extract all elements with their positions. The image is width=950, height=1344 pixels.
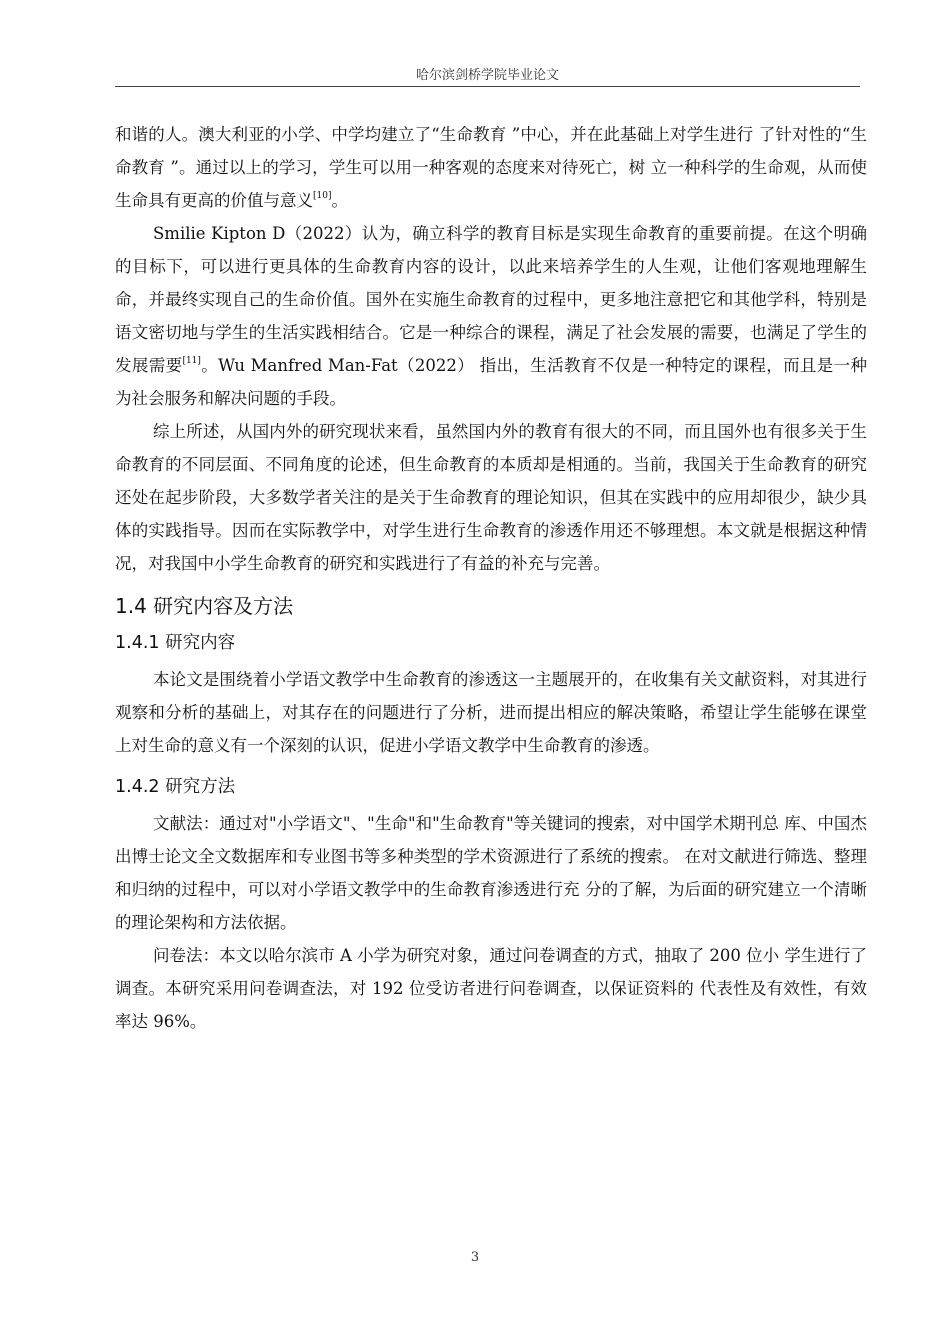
paragraph-1-end: 。 — [331, 191, 348, 210]
page-header: 哈尔滨剑桥学院毕业论文 — [415, 68, 559, 83]
paragraph-2 — [115, 217, 867, 415]
paragraph-4: 本论文是围绕着小学语文教学中生命教育的渗透这一主题展开的，在收集有关文献资料，对其进行观察和分析的基础上，对其存在的问题进行了分析，进而提出相应的解决策略，希望让学生能够在课堂上对生命的意义有一个深刻的认识，促进小学语文教学中生命教育的渗透。 — [115, 670, 867, 755]
paragraph-2-text: Smilie Kipton D（2022）认为，确立科学的教育目标是实现生命教育的重要前提。在这个明确的目标下，可以进行更具体的生命教育内容的设计，以此来培养学生的人生观，让他们客观地理解生命，并最终实现自己的生命价值。国外在实施生命教育的过程中，更多地注意把它和其他学科，特别是语文密切地与学生的生活实践相结合。它是一种综合的课程，满足了社会发展的需要，也满足了学生的发展需要 — [115, 224, 867, 375]
section-heading-1-4: 1.4 研究内容及方法 — [115, 594, 294, 618]
paragraph-2-end: 。Wu Manfred Man-Fat（2022） 指出，生活教育不仅是一种特定的课程，而且是一种为社会服务和解决问题的手段。 — [115, 356, 868, 408]
citation-11: [11] — [182, 356, 201, 366]
page-number: 3 — [470, 1250, 480, 1265]
paragraph-6: 问卷法：本文以哈尔滨市 A 小学为研究对象，通过问卷调查的方式，抽取了 200 位小 学生进行了调查。本研究采用问卷调查法，对 192 位受访者进行问卷调查，以保证资料的 代表性及有效性，有效率达 96%。 — [115, 946, 867, 1031]
paragraph-1-text: 和谐的人。澳大利亚的小学、中学均建立了“生命教育 ”中心，并在此基础上对学生进行 了针对性的“生命教育 ”。通过以上的学习，学生可以用一种客观的态度来对待死亡，树 立一种科学的生命观，从而使生命具有更高的价值与意义 — [115, 125, 867, 210]
paragraph-5: 文献法：通过对"小学语文"、"生命"和"生命教育"等关键词的搜索，对中国学术期刊总 库、中国杰出博士论文全文数据库和专业图书等多种类型的学术资源进行了系统的搜索。 在对文献进行筛选、整理和归纳的过程中，可以对小学语文教学中的生命教育渗透进行充 分的了解，为后面的研究建立一个清晰的理论架构和方法依据。 — [115, 814, 867, 932]
paragraph-1 — [115, 118, 867, 217]
section-heading-1-4-2: 1.4.2 研究方法 — [115, 777, 236, 797]
section-heading-1-4-1: 1.4.1 研究内容 — [115, 633, 236, 653]
paragraph-3: 综上所述，从国内外的研究现状来看，虽然国内外的教育有很大的不同，而且国外也有很多关于生命教育的不同层面、不同角度的论述，但生命教育的本质却是相通的。当前，我国关于生命教育的研究还处在起步阶段，大多数学者关注的是关于生命教育的理论知识，但其在实践中的应用却很少，缺少具体的实践指导。因而在实际教学中，对学生进行生命教育的渗透作用还不够理想。本文就是根据这种情况，对我国中小学生命教育的研究和实践进行了有益的补充与完善。 — [115, 422, 867, 573]
header-divider — [115, 86, 860, 87]
citation-10: [10] — [313, 191, 332, 201]
page-body — [115, 118, 867, 1038]
